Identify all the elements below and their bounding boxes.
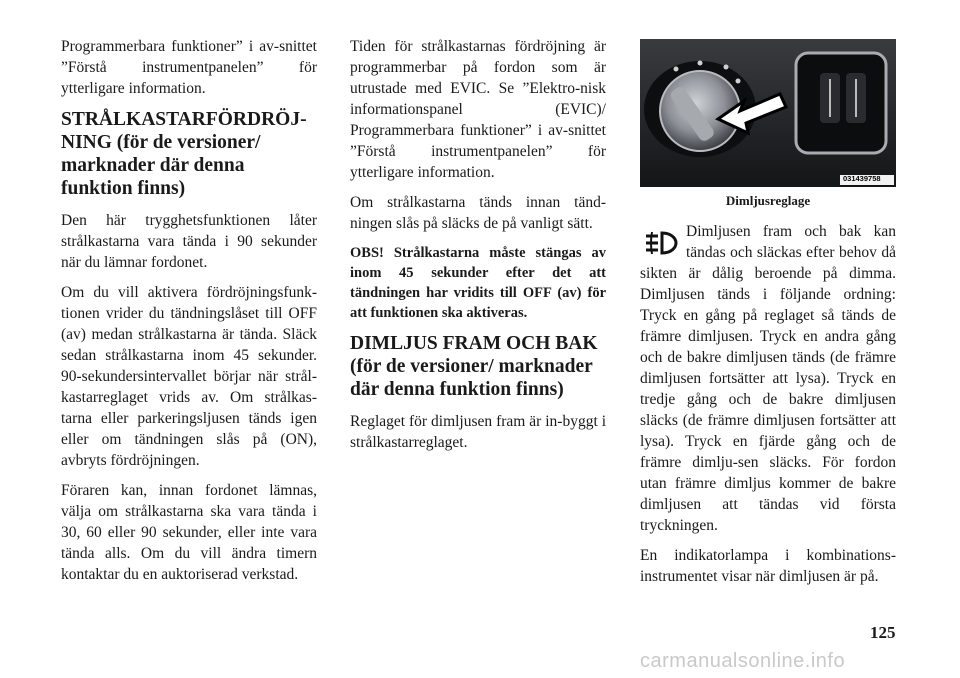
page-number: 125: [870, 623, 896, 642]
figure-caption: Dimljusreglage: [725, 193, 811, 208]
paragraph: Den här trygghetsfunktionen låter strålkastarna vara tända i 90 sekunder när du lämnar fordonet.: [61, 212, 317, 271]
paragraph: En indikatorlampa i kombinations-instrumentet visar när dimljusen är på.: [640, 547, 896, 585]
paragraph: Om du vill aktivera fördröjningsfunk-tionen vrider du tändningslåset till OFF (av) medan strålkastarna är tända. Släck sedan strålkastarna inom 45 sekunder. 90-sekundersintervallet börjar när strål-kastarreglaget vrids av. Om strålkas-tarna eller parkeringsljusen tänds igen eller om tändningen slås på (ON), avbryts fördröjningen.: [61, 284, 317, 469]
note-paragraph: OBS! Strålkastarna måste stängas av inom 45 sekunder efter det att tändningen har vridits till OFF (av) för att funktionen ska aktiveras.: [350, 245, 606, 321]
paragraph: Reglaget för dimljusen fram är in-byggt i strålkastarreglaget.: [350, 413, 606, 451]
section-heading-fog-lights: DIMLJUS FRAM OCH BAK (för de versioner/ marknader där denna funktion finns): [350, 333, 598, 400]
paragraph: Om strålkastarna tänds innan tänd-ningen slås på släcks de på vanligt sätt.: [350, 194, 606, 232]
section-heading-headlight-delay: STRÅLKASTARFÖRDRÖJ-NING (för de versioner/ marknader där denna funktion finns): [61, 109, 307, 199]
fog-light-paragraph: [640, 221, 896, 536]
paragraph: Tiden för strålkastarnas fördröjning är programmerbar på fordon som är utrustade med EVIC. Se ”Elektro-nisk informationspanel (EVIC)/ Programmerbara funktioner” i av-snittet ”Förstå instrumentpanelen” för ytterligare information.: [350, 38, 606, 181]
column-right: [640, 39, 896, 596]
paragraph: Föraren kan, innan fordonet lämnas, välja om strålkastarna ska vara tända i 30, 60 eller 90 sekunder, eller inte vara tända alls. Om du vill ändra timern kontaktar du en auktoriserad verkstad.: [61, 482, 317, 583]
column-left: [61, 36, 317, 594]
figure-code: 031439758: [843, 174, 881, 183]
paragraph: Dimljusen fram och bak kan tändas och släckas efter behov då sikten är dålig beroende på dimma. Dimljusen tänds i följande ordning: Tryck en gång på reglaget så tänds de främre dimljusen. Tryck en andra gång och de bakre dimljusen tänds (de främre dimljusen fortsätter att lysa). Tryck en tredje gång och de bakre dimljusen släcks (de främre dimljusen fortsätter att lysa). Tryck en fjärde gång och de främre dimlju-sen släcks. För fordon utan främre dimljus kommer de bakre dimljusen att tändas vid första tryckningen.: [640, 223, 896, 534]
watermark: carmanualsonline.info: [640, 650, 846, 672]
intro-paragraph: Programmerbara funktioner” i av-snittet ”Förstå instrumentpanelen” för ytterligare information.: [61, 38, 317, 97]
front-fog-light-icon: [640, 223, 680, 263]
column-middle: [350, 36, 606, 462]
fog-light-switch-photo: [640, 39, 896, 187]
